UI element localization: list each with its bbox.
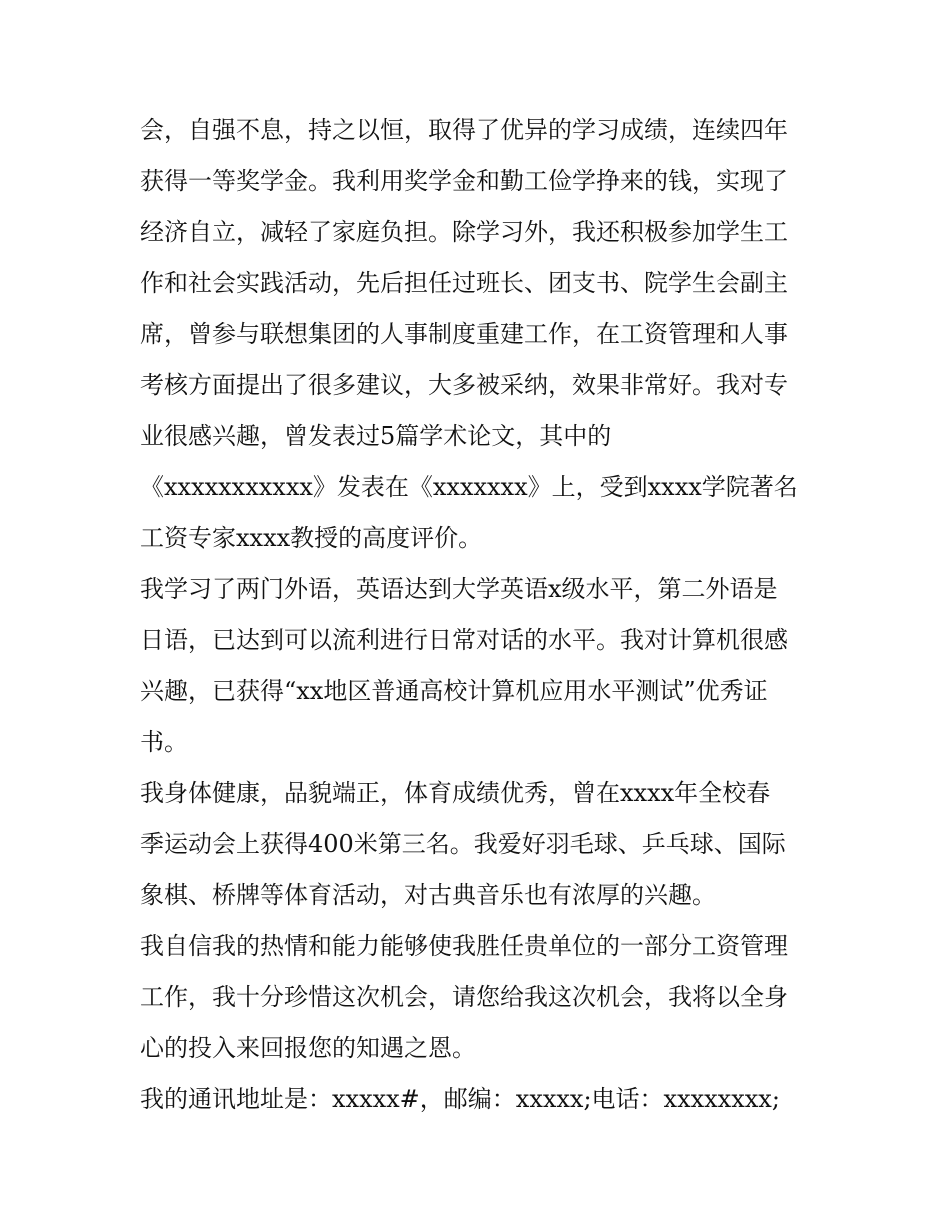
text-line: 我学习了两门外语，英语达到大学英语x级水平，第二外语是 [140,575,778,603]
text-line: 经济自立，减轻了家庭负担。除学习外，我还积极参加学生工 [140,218,788,246]
text-line: 《xxxxxxxxxxx》发表在《xxxxxxx》上，受到xxxx学院著名 [140,473,798,501]
text-line: 我的通讯地址是：xxxxx#，邮编：xxxxx;电话：xxxxxxxx; [140,1085,780,1113]
text-line: 会，自强不息，持之以恒，取得了优异的学习成绩，连续四年 [140,116,788,144]
text-line: 我身体健康，品貌端正，体育成绩优秀，曾在xxxx年全校春 [140,779,771,807]
text-line: 日语，已达到可以流利进行日常对话的水平。我对计算机很感 [140,626,788,654]
text-line: 工作，我十分珍惜这次机会，请您给我这次机会，我将以全身 [140,983,788,1011]
text-line: 象棋、桥牌等体育活动，对古典音乐也有浓厚的兴趣。 [140,881,716,909]
text-line: 获得一等奖学金。我利用奖学金和勤工俭学挣来的钱，实现了 [140,167,788,195]
text-line: 心的投入来回报您的知遇之恩。 [140,1034,476,1062]
text-line: 书。 [140,728,188,756]
text-line: 我自信我的热情和能力能够使我胜任贵单位的一部分工资管理 [140,932,788,960]
text-line: 作和社会实践活动，先后担任过班长、团支书、院学生会副主 [140,269,788,297]
text-line: 业很感兴趣，曾发表过5篇学术论文，其中的 [140,422,612,450]
text-line: 兴趣，已获得“xx地区普通高校计算机应用水平测试”优秀证 [140,677,768,705]
text-line: 席，曾参与联想集团的人事制度重建工作，在工资管理和人事 [140,320,788,348]
text-line: 季运动会上获得400米第三名。我爱好羽毛球、乒乓球、国际 [140,830,786,858]
text-line: 考核方面提出了很多建议，大多被采纳，效果非常好。我对专 [140,371,788,399]
text-line: 工资专家xxxx教授的高度评价。 [140,524,483,552]
